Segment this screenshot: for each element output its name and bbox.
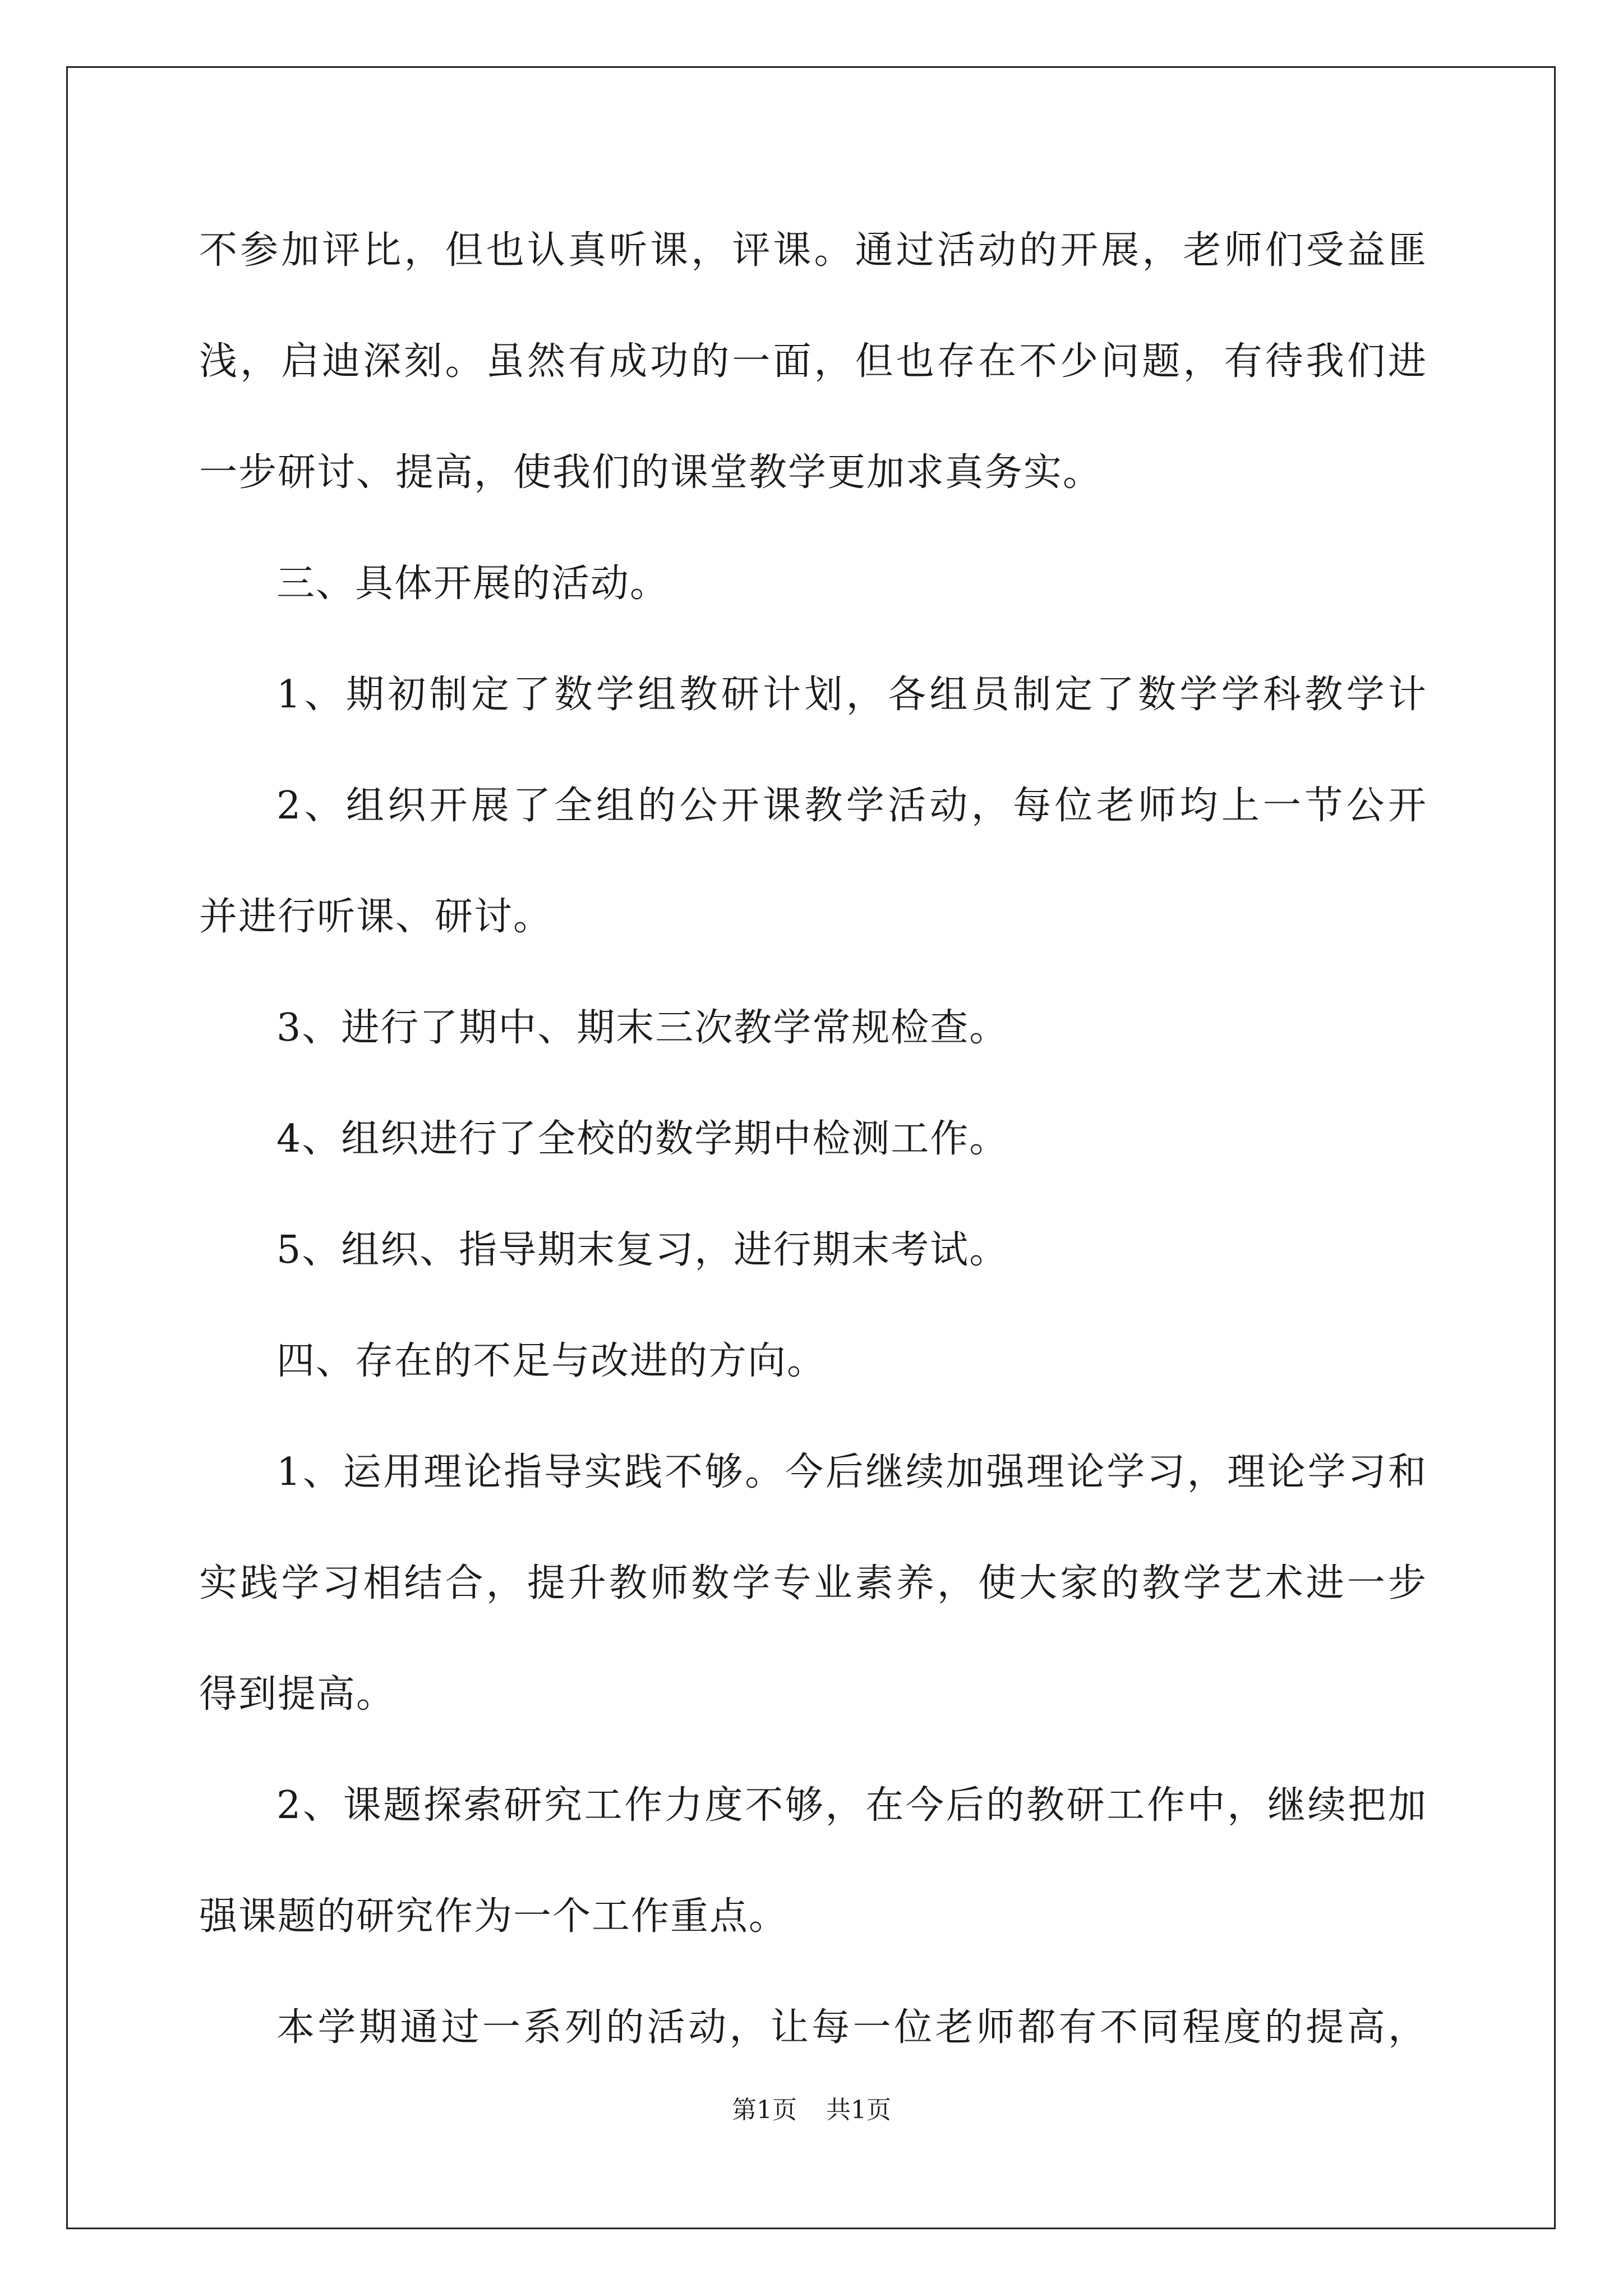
list-item: 2、组织开展了全组的公开课教学活动，每位老师均上一节公开	[276, 784, 1427, 828]
section-heading: 四、存在的不足与改进的方向。	[276, 1339, 827, 1383]
paragraph-line: 强课题的研究作为一个工作重点。	[199, 1894, 789, 1939]
page-footer	[0, 2093, 1623, 2127]
paragraph-line: 浅，启迪深刻。虽然有成功的一面，但也存在不少问题，有待我们进	[199, 339, 1427, 384]
paragraph-line: 并进行听课、研讨。	[199, 895, 553, 939]
paragraph-line: 不参加评比，但也认真听课，评课。通过活动的开展，老师们受益匪	[199, 228, 1427, 273]
list-item: 3、进行了期中、期末三次教学常规检查。	[276, 1006, 1009, 1050]
paragraph-line: 得到提高。	[199, 1672, 396, 1717]
list-item: 1、期初制定了数学组教研计划，各组员制定了数学学科教学计	[276, 673, 1427, 717]
list-item: 2、课题探索研究工作力度不够，在今后的教研工作中，继续把加	[276, 1783, 1427, 1828]
paragraph-line: 本学期通过一系列的活动，让每一位老师都有不同程度的提高，	[276, 2005, 1427, 2050]
paragraph-line: 实践学习相结合，提升教师数学专业素养，使大家的教学艺术进一步	[199, 1561, 1427, 1605]
list-item: 1、运用理论指导实践不够。今后继续加强理论学习，理论学习和	[276, 1450, 1427, 1494]
page-number-total: 共1页	[826, 2096, 891, 2124]
list-item: 4、组织进行了全校的数学期中检测工作。	[276, 1117, 1009, 1161]
section-heading: 三、具体开展的活动。	[276, 562, 670, 606]
list-item: 5、组织、指导期末复习，进行期末考试。	[276, 1228, 1009, 1272]
document-body	[199, 195, 1427, 2083]
paragraph-line: 一步研讨、提高，使我们的课堂教学更加求真务实。	[199, 450, 1103, 495]
page-number-current: 第1页	[732, 2096, 797, 2124]
